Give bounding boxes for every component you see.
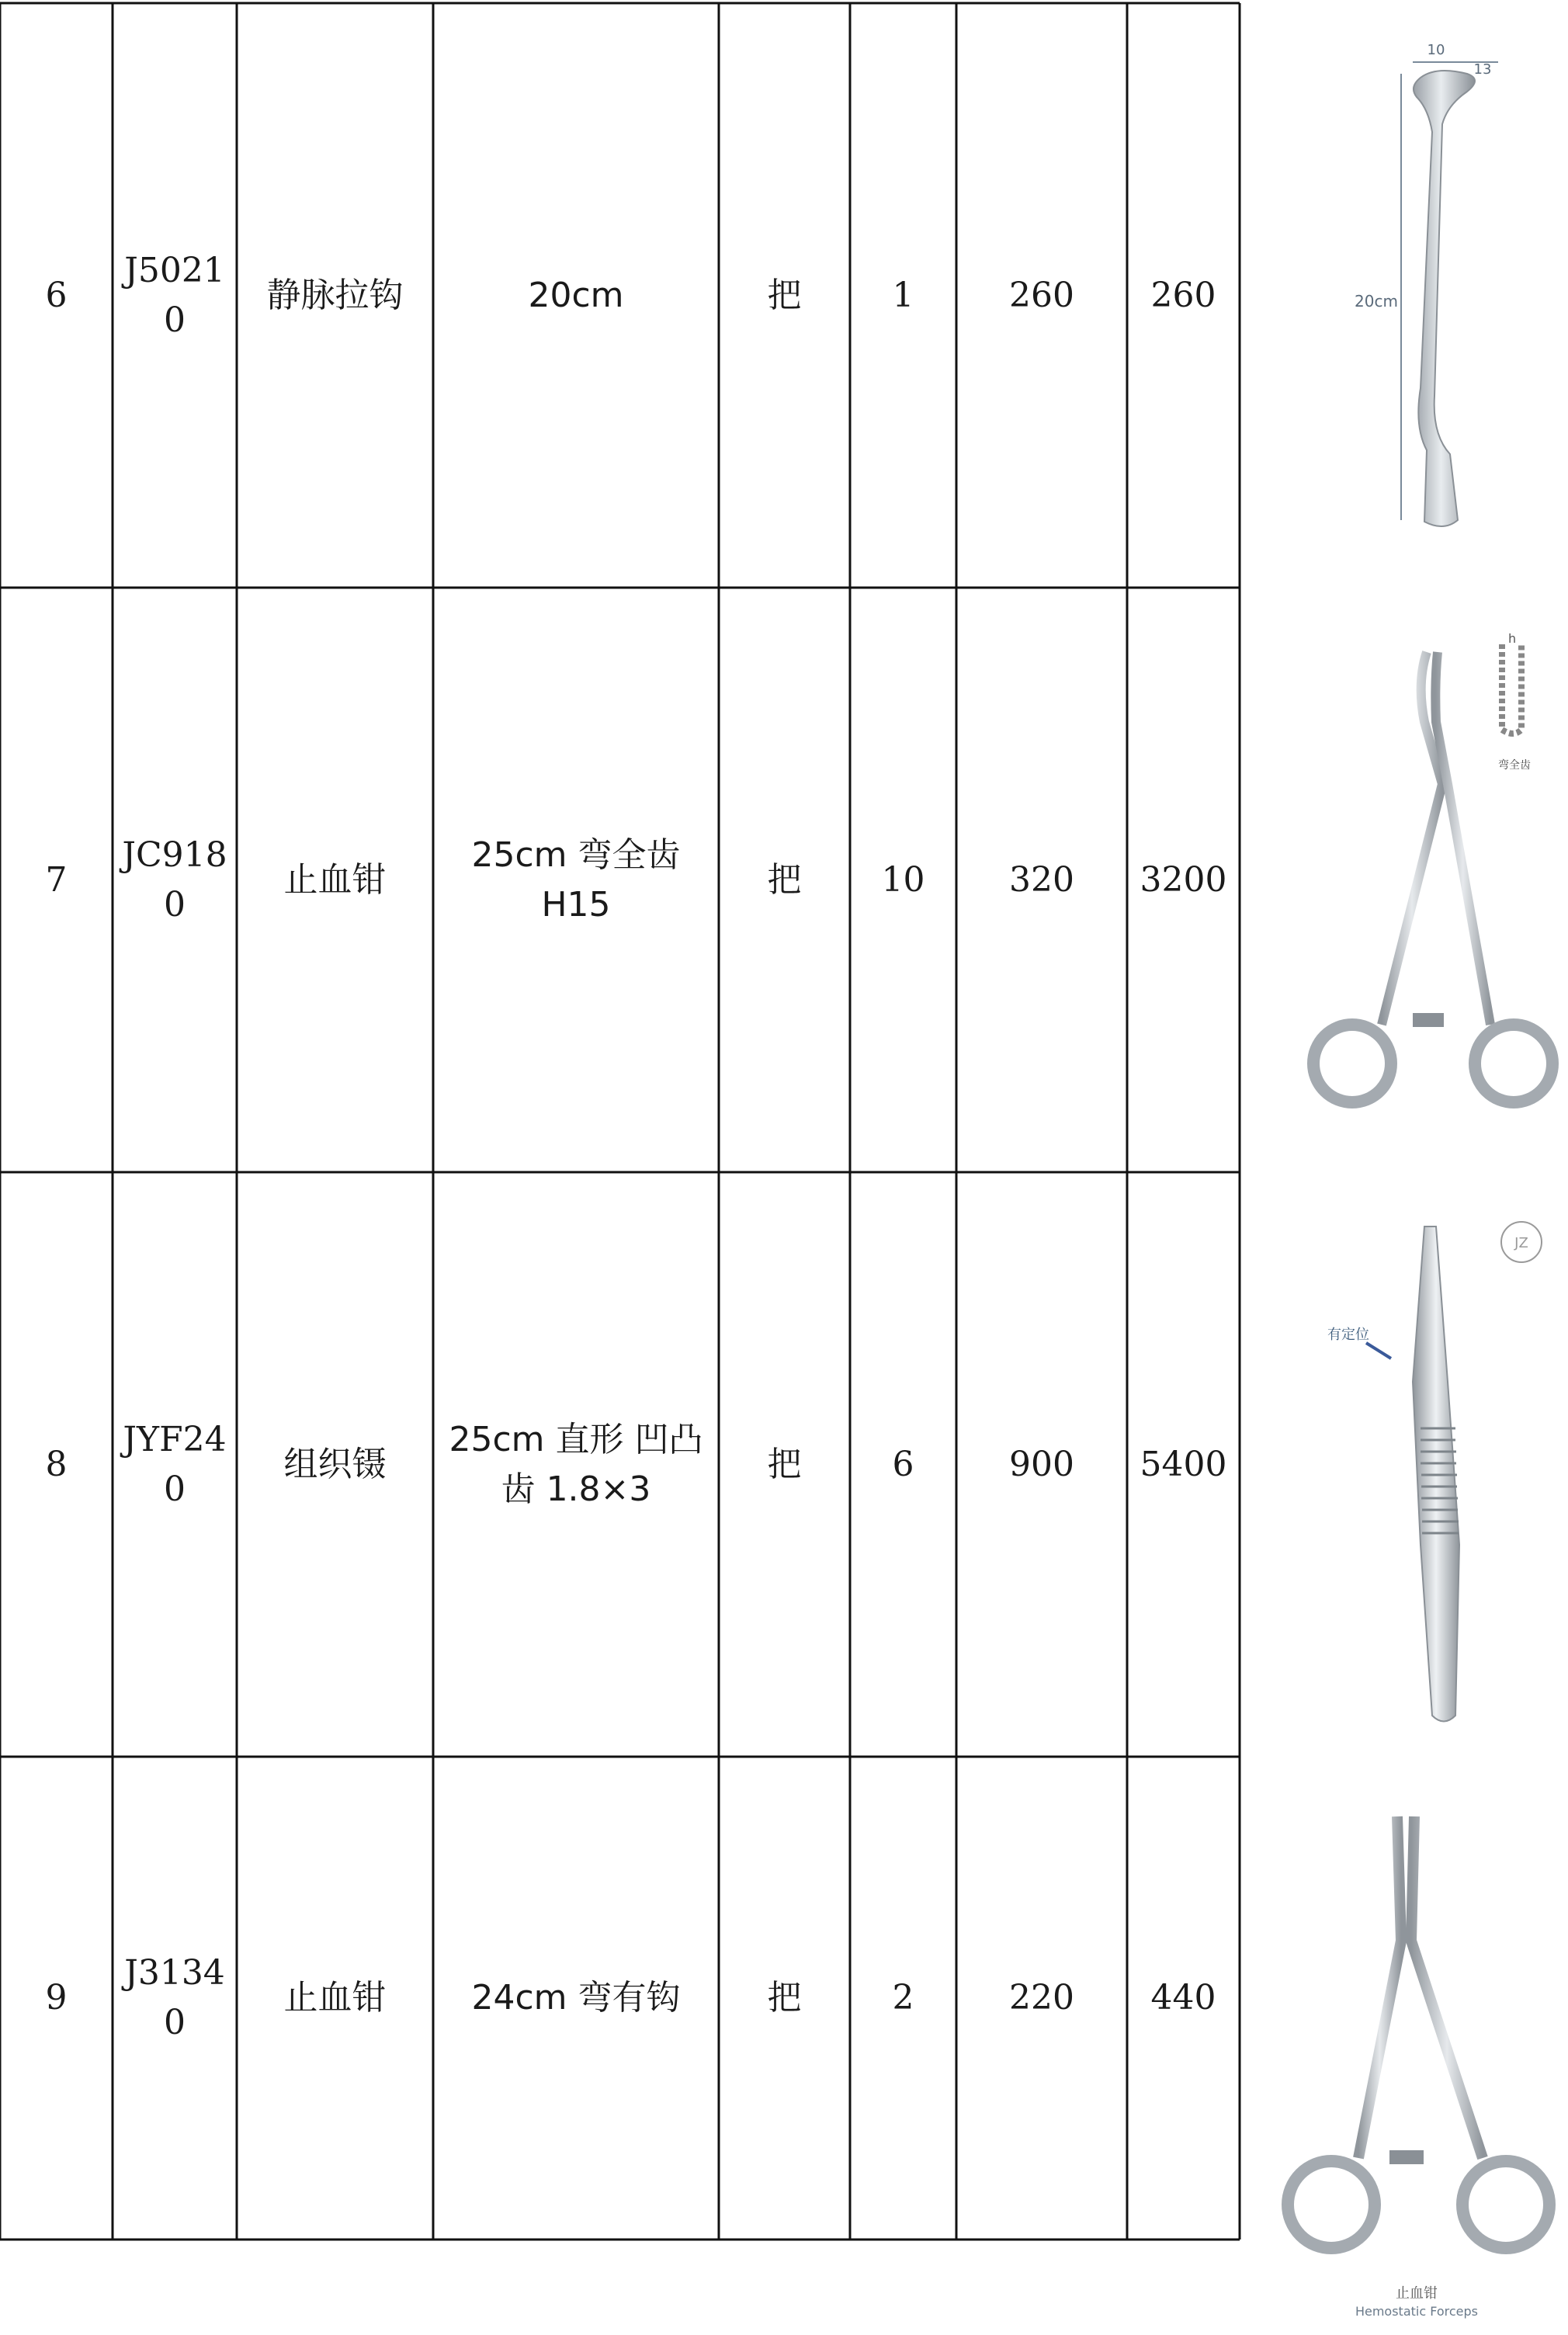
table-cell-total: 3200 bbox=[1140, 859, 1227, 900]
vein-retractor-image bbox=[1273, 31, 1568, 574]
table-cell-unit: 把 bbox=[767, 275, 802, 315]
table-cell-code: JYF24 0 bbox=[123, 1419, 227, 1509]
curved-forceps-tag: h bbox=[1508, 631, 1517, 646]
table-cell-no: 7 bbox=[45, 859, 68, 900]
table-cell-spec: 25cm 直形 凹凸 齿 1.8×3 bbox=[449, 1419, 703, 1509]
table-cell-price: 320 bbox=[1009, 859, 1074, 900]
table-cell-unit: 把 bbox=[767, 1444, 802, 1484]
table-cell-no: 6 bbox=[45, 275, 68, 315]
tissue-forceps-note: 有定位 bbox=[1327, 1327, 1369, 1343]
table-cell-name: 静脉拉钩 bbox=[266, 275, 404, 315]
table-cell-qty: 1 bbox=[892, 275, 914, 315]
table-cell-spec: 20cm bbox=[528, 275, 624, 315]
table-cell-name: 止血钳 bbox=[283, 1978, 387, 2018]
retractor-dim-length: 20cm bbox=[1355, 292, 1398, 311]
table-cell-qty: 6 bbox=[892, 1444, 914, 1484]
tissue-forceps-logo: JZ bbox=[1514, 1235, 1528, 1251]
retractor-dim-width: 10 bbox=[1427, 42, 1445, 58]
table-cell-price: 900 bbox=[1009, 1444, 1074, 1484]
table-cell-no: 8 bbox=[45, 1444, 68, 1484]
hemostat-caption-en: Hemostatic Forceps bbox=[1355, 2304, 1479, 2319]
table-cell-total: 260 bbox=[1150, 275, 1216, 315]
hemostat-caption-cn: 止血钳 bbox=[1396, 2285, 1438, 2302]
curved-forceps-caption: 弯全齿 bbox=[1498, 759, 1531, 772]
table-cell-code: JC918 0 bbox=[122, 834, 227, 925]
table-cell-no: 9 bbox=[45, 1978, 68, 2018]
table-cell-unit: 把 bbox=[767, 1978, 802, 2018]
table-cell-name: 止血钳 bbox=[283, 859, 387, 900]
table-cell-qty: 2 bbox=[892, 1978, 914, 2018]
table-cell-code: J5021 0 bbox=[124, 250, 225, 340]
hemostat-image bbox=[1273, 1801, 1568, 2335]
table-cell-price: 260 bbox=[1009, 275, 1074, 315]
table-cell-qty: 10 bbox=[881, 859, 925, 900]
curved-forceps-image bbox=[1289, 621, 1568, 1133]
table-cell-total: 5400 bbox=[1140, 1444, 1227, 1484]
tissue-forceps-image bbox=[1304, 1219, 1568, 1731]
table-cell-unit: 把 bbox=[767, 859, 802, 900]
retractor-dim-tip: 13 bbox=[1473, 61, 1492, 78]
table-cell-code: J3134 0 bbox=[124, 1953, 225, 2042]
table-cell-price: 220 bbox=[1009, 1978, 1074, 2018]
table-cell-total: 440 bbox=[1150, 1978, 1216, 2018]
table-cell-name: 组织镊 bbox=[283, 1444, 387, 1484]
table-cell-spec: 24cm 弯有钩 bbox=[471, 1978, 681, 2018]
table-cell-spec: 25cm 弯全齿 H15 bbox=[471, 834, 681, 925]
